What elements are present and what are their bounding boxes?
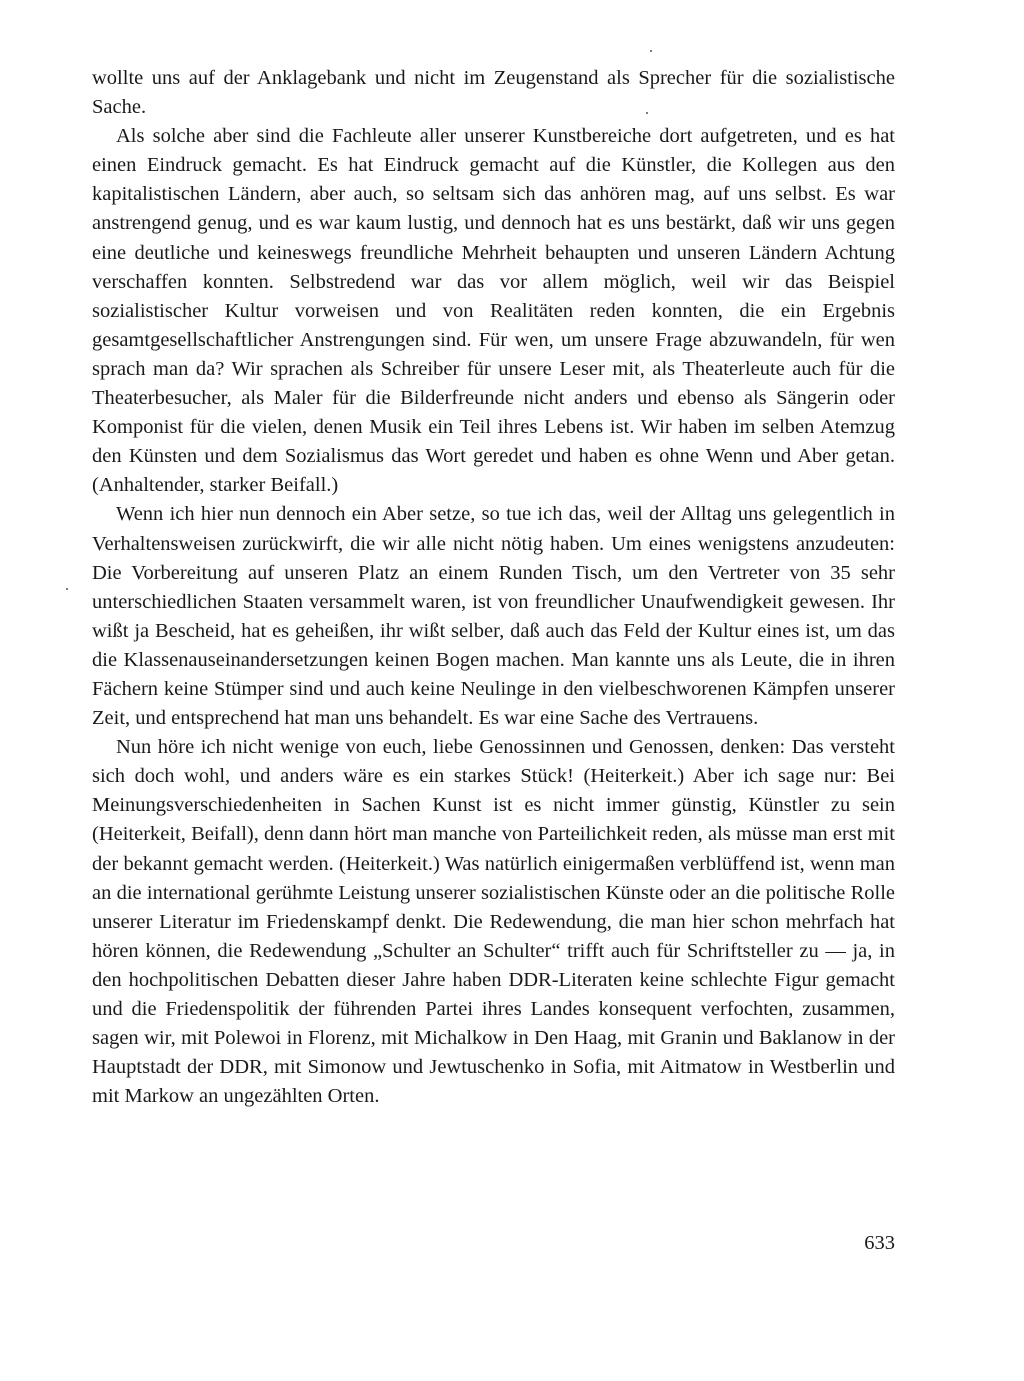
paragraph-1: wollte uns auf der Anklagebank und nicht im Zeugenstand als Sprecher für die sozialistische Sache. xyxy=(92,67,895,119)
scan-speck xyxy=(646,112,648,114)
paragraph-2: Als solche aber sind die Fachleute aller unserer Kunstbereiche dort aufgetreten, und es hat einen Eindruck gemacht. Es hat Eindruck gemacht auf die Künstler, die Kollegen aus den kapitalistischen Ländern, aber auch, so seltsam sich das anhören mag, auf uns selbst. Es war anstrengend genug, und es war kaum lustig, und dennoch hat es uns bestärkt, daß wir uns gegen eine deutliche und keineswegs freundliche Mehrheit behaupten und unseren Ländern Achtung verschaffen konnten. Selbstredend war das vor allem möglich, weil wir das Beispiel sozialistischer Kultur vorweisen und von Realitäten reden konnten, die ein Ergebnis gesamtgesellschaftlicher Anstrengungen sind. Für wen, um unsere Frage abzuwandeln, für wen sprach man da? Wir sprachen als Schreiber für unsere Leser mit, als Theaterleute auch für die Theaterbesucher, als Maler für die Bilderfreunde nicht anders und ebenso als Sängerin oder Komponist für die vielen, denen Musik ein Teil ihres Lebens ist. Wir haben im selben Atemzug den Künsten und dem Sozialismus das Wort geredet und haben es ohne Wenn und Aber getan. (Anhaltender, starker Beifall.) xyxy=(92,125,895,497)
page-number: 633 xyxy=(864,1232,895,1254)
scan-speck xyxy=(66,588,68,590)
paragraph-3: Wenn ich hier nun dennoch ein Aber setze, so tue ich das, weil der Alltag uns gelegentlich in Verhaltensweisen zurückwirft, die wir alle nicht nötig haben. Um eines wenigstens anzudeuten: Die Vorbereitung auf unseren Platz an einem Runden Tisch, um den Vertreter von 35 sehr unterschiedlichen Staaten versammelt waren, ist von freundlicher Unaufwendigkeit gewesen. Ihr wißt ja Bescheid, hat es geheißen, ihr wißt selber, daß auch das Feld der Kultur eines ist, um das die Klassenauseinandersetzungen keinen Bogen machen. Man kannte uns als Leute, die in ihren Fächern keine Stümper sind und auch keine Neulinge in den vielbeschworenen Kämpfen unserer Zeit, und entsprechend hat man uns behandelt. Es war eine Sache des Vertrauens. xyxy=(92,503,895,730)
scan-speck xyxy=(650,50,652,52)
paragraph-4: Nun höre ich nicht wenige von euch, liebe Genossinnen und Genossen, denken: Das versteht sich doch wohl, und anders wäre es ein starkes Stück! (Heiterkeit.) Aber ich sage nur: Bei Meinungsverschiedenheiten in Sachen Kunst ist es nicht immer günstig, Künstler zu sein (Heiterkeit, Beifall), denn dann hört man manche von Parteilichkeit reden, als müsse man erst mit der bekannt gemacht werden. (Heiterkeit.) Was natürlich einigermaßen verblüffend ist, wenn man an die international gerühmte Leistung unserer sozialistischen Künste oder an die politische Rolle unserer Literatur im Friedenskampf denkt. Die Redewendung, die man hier schon mehrfach hat hören können, die Redewendung „Schulter an Schulter“ trifft auch für Schriftsteller zu — ja, in den hochpolitischen Debatten dieser Jahre haben DDR-Literaten keine schlechte Figur gemacht und die Friedenspolitik der führenden Partei ihres Landes konsequent verfochten, zusammen, sagen wir, mit Polewoi in Florenz, mit Michalkow in Den Haag, mit Granin und Baklanow in der Hauptstadt der DDR, mit Simonow und Jewtuschenko in Sofia, mit Aitmatow in Westberlin und mit Markow an ungezählten Orten. xyxy=(92,736,895,1108)
page-body xyxy=(92,64,895,1111)
